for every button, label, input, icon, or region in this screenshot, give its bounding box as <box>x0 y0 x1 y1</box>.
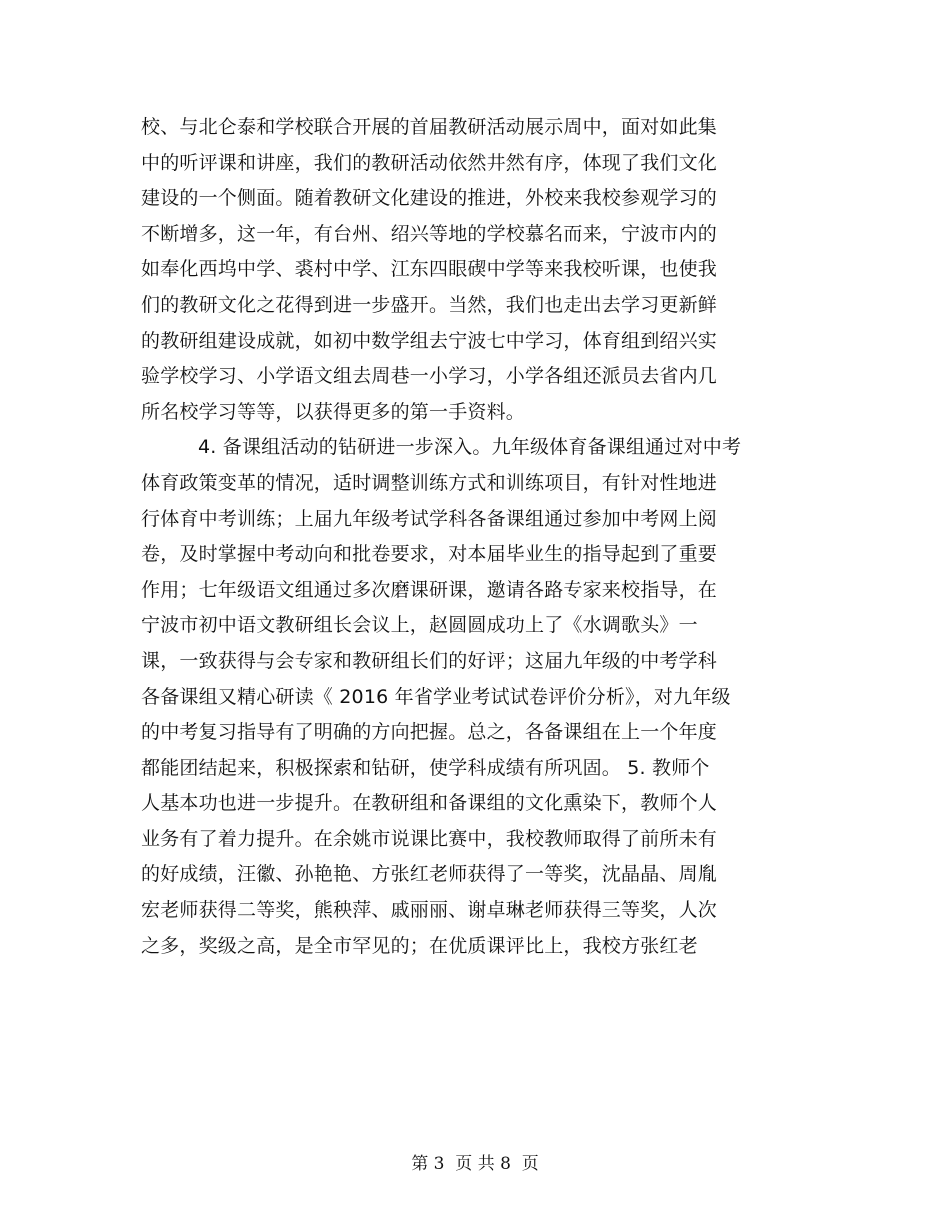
text-line: 校、与北仑泰和学校联合开展的首届教研活动展示周中，面对如此集 <box>141 116 718 138</box>
text-line: 验学校学习、小学语文组去周巷一小学习，小学各组还派员去省内几 <box>141 365 718 388</box>
text-line: 各备课组又精心研读《 2016 年省学业考试试卷评价分析》，对九年级 <box>141 685 731 708</box>
text-line: 所名校学习等等，以获得更多的第一手资料。 <box>141 400 526 423</box>
text-line: 行体育中考训练；上届九年级考试学科各备课组通过参加中考网上阅 <box>141 507 718 530</box>
page-number-footer: 第 3 页 共 8 页 <box>411 1154 539 1174</box>
text-line: 们的教研文化之花得到进一步盛开。当然，我们也走出去学习更新鲜 <box>141 293 718 316</box>
text-line: 的中考复习指导有了明确的方向把握。总之，各备课组在上一个年度 <box>141 721 718 744</box>
text-line: 之多，奖级之高，是全市罕见的；在优质课评比上，我校方张红老 <box>141 934 698 957</box>
text-line: 如奉化西坞中学、裘村中学、江东四眼碶中学等来我校听课，也使我 <box>141 258 718 281</box>
text-line: 都能团结起来，积极探索和钻研，使学科成绩有所巩固。 5. 教师个 <box>141 756 710 779</box>
text-line: 人基本功也进一步提升。在教研组和备课组的文化熏染下，教师个人 <box>141 792 718 815</box>
paragraph-4-start: 4. 备课组活动的钻研进一步深入。九年级体育备课组通过对中考 <box>198 436 742 459</box>
text-line: 不断增多，这一年，有台州、绍兴等地的学校慕名而来，宁波市内的 <box>141 222 718 245</box>
text-line: 的好成绩，汪徽、孙艳艳、方张红老师获得了一等奖，沈晶晶、周胤 <box>141 863 718 886</box>
text-line: 建设的一个侧面。随着教研文化建设的推进，外校来我校参观学习的 <box>141 187 718 210</box>
text-line: 宁波市初中语文教研组长会议上，赵圆圆成功上了《水调歌头》一 <box>141 614 698 637</box>
text-line: 的教研组建设成就，如初中数学组去宁波七中学习，体育组到绍兴实 <box>141 329 718 352</box>
text-line: 业务有了着力提升。在余姚市说课比赛中，我校教师取得了前所未有 <box>141 827 718 850</box>
text-line: 课，一致获得与会专家和教研组长们的好评；这届九年级的中考学科 <box>141 649 718 672</box>
text-line: 作用；七年级语文组通过多次磨课研课，邀请各路专家来校指导，在 <box>141 578 718 601</box>
body-text <box>141 110 821 964</box>
text-line: 卷，及时掌握中考动向和批卷要求，对本届毕业生的指导起到了重要 <box>141 543 718 566</box>
text-line: 中的听评课和讲座，我们的教研活动依然井然有序，体现了我们文化 <box>141 151 718 174</box>
text-line: 体育政策变革的情况，适时调整训练方式和训练项目，有针对性地进 <box>141 471 718 494</box>
text-line: 宏老师获得二等奖，熊秧萍、戚丽丽、谢卓琳老师获得三等奖，人次 <box>141 899 718 922</box>
